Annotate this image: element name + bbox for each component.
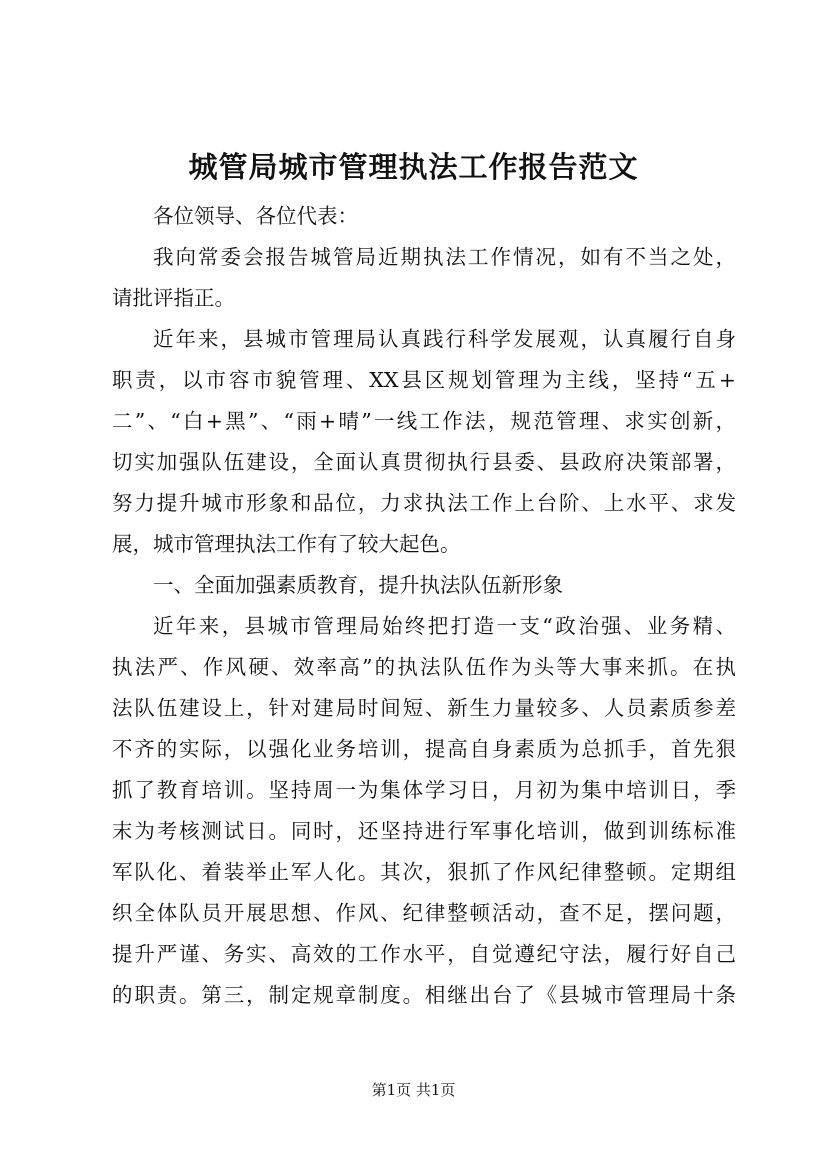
- text-line: 切实加强队伍建设，全面认真贯彻执行县委、县政府决策部署，: [112, 450, 736, 474]
- text-line: 展，城市管理执法工作有了较大起色。: [112, 532, 461, 556]
- text-line: 末为考核测试日。同时，还坚持进行军事化培训，做到训练标准: [112, 819, 736, 843]
- document-title: 城管局城市管理执法工作报告范文: [188, 150, 639, 184]
- document-body: [112, 196, 736, 1016]
- text-line: 织全体队员开展思想、作风、纪律整顿活动，查不足，摆问题，: [112, 901, 736, 925]
- text-line: 提升严谨、务实、高效的工作水平，自觉遵纪守法，履行好自己: [112, 942, 736, 966]
- text-line: 抓了教育培训。坚持周一为集体学习日，月初为集中培训日，季: [112, 778, 736, 802]
- text-line: 的职责。第三，制定规章制度。相继出台了《县城市管理局十条: [112, 983, 736, 1007]
- text-line: 法队伍建设上，针对建局时间短、新生力量较多、人员素质参差: [112, 696, 736, 720]
- text-line: 职责，以市容市貌管理、XX县区规划管理为主线，坚持“五+: [112, 368, 736, 392]
- text-line: 不齐的实际，以强化业务培训，提高自身素质为总抓手，首先狠: [112, 737, 736, 761]
- salutation-line: 各位领导、各位代表：: [153, 204, 358, 228]
- text-line: 努力提升城市形象和品位，力求执法工作上台阶、上水平、求发: [112, 491, 736, 515]
- text-line: 二”、“白+黑”、“雨+晴”一线工作法，规范管理、求实创新，: [112, 409, 736, 433]
- text-line: 执法严、作风硬、效率高”的执法队伍作为头等大事来抓。在执: [112, 655, 736, 679]
- text-line: 军队化、着装举止军人化。其次，狠抓了作风纪律整顿。定期组: [112, 860, 736, 884]
- section-heading: 一、全面加强素质教育，提升执法队伍新形象: [153, 573, 563, 597]
- text-line: 近年来，县城市管理局始终把打造一支“政治强、业务精、: [153, 614, 736, 638]
- text-line: 请批评指正。: [112, 286, 235, 310]
- text-line: 我向常委会报告城管局近期执法工作情况，如有不当之处，: [153, 245, 736, 269]
- text-line: 近年来，县城市管理局认真践行科学发展观，认真履行自身: [153, 327, 736, 351]
- page-number: 第1页 共1页: [371, 1081, 456, 1099]
